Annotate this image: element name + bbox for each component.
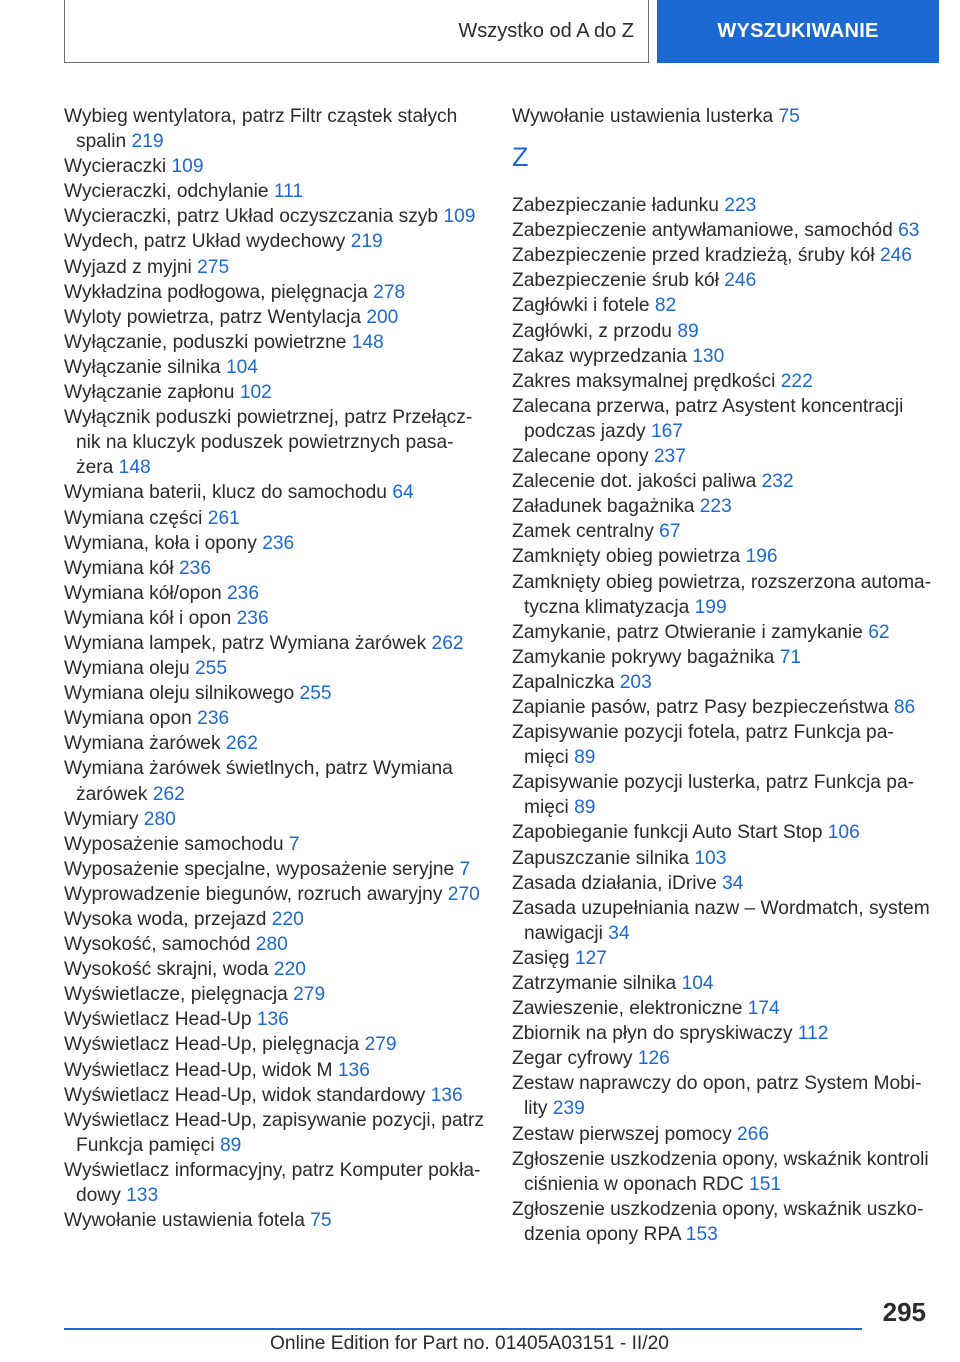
index-entry (512, 645, 932, 670)
page-link[interactable]: 62 (868, 621, 890, 643)
entry-text: Zegar cyfrowy (512, 1048, 633, 1070)
page-link[interactable]: 127 (574, 947, 607, 969)
index-entry (64, 681, 484, 706)
index-entry (512, 104, 932, 129)
entry-text: Wymiana kół/opon (64, 582, 222, 604)
index-entry (64, 882, 484, 907)
entry-text: Wymiana kół (64, 557, 174, 579)
entry-text: Wyświetlacz Head-Up, widok M (64, 1059, 333, 1081)
entry-text: Wymiana oleju silnikowego (64, 683, 295, 705)
page-link[interactable]: 275 (197, 256, 230, 278)
entry-text: Wyłączanie silnika (64, 356, 221, 378)
page-link[interactable]: 136 (337, 1059, 370, 1081)
index-entry (64, 957, 484, 982)
page-link[interactable]: 104 (225, 356, 258, 378)
page-link[interactable]: 266 (737, 1123, 770, 1145)
entry-text: Wyświetlacz informacyjny, patrz Komputer pokładowy (64, 1159, 481, 1207)
page-link[interactable]: 203 (619, 671, 652, 693)
entry-text: Zabezpieczanie ładunku (512, 195, 719, 217)
page-link[interactable]: 102 (239, 382, 272, 404)
entry-text: Zapisywanie pozycji lusterka, patrz Funkcja pamięci (512, 772, 915, 819)
entry-text: Wysokość, samochód (64, 934, 251, 956)
page-link[interactable]: 262 (225, 733, 258, 755)
page-link[interactable]: 278 (373, 281, 406, 303)
index-entry (512, 494, 932, 519)
page-link[interactable]: 148 (118, 457, 151, 479)
page-link[interactable]: 86 (893, 696, 916, 718)
entry-text: Zabezpieczenie antywłamaniowe, samochód (512, 220, 893, 242)
index-entry (512, 820, 932, 845)
entry-text: Wymiary (64, 808, 139, 830)
entry-text: Zapianie pasów, patrz Pasy bezpieczeństwa (512, 696, 889, 718)
page-link[interactable]: 262 (431, 632, 464, 654)
entry-text: Zasada uzupełniania nazw – Wordmatch, system nawigacji (512, 897, 930, 944)
index-entry (512, 369, 932, 394)
page-link[interactable]: 63 (898, 220, 920, 242)
tab-label: Wszystko od A do Z (458, 19, 634, 42)
index-list-z (512, 193, 932, 1247)
index-entry (64, 807, 484, 832)
entry-text: Zalecenie dot. jakości paliwa (512, 471, 757, 493)
entry-text: Zgłoszenie uszkodzenia opony, wskaźnik uszkodzenia opony RPA (512, 1198, 924, 1245)
index-entry (512, 243, 932, 268)
entry-text: Zestaw pierwszej pomocy (512, 1123, 732, 1145)
page-link[interactable]: 126 (637, 1048, 670, 1070)
page-link[interactable]: 34 (608, 922, 630, 944)
page-link[interactable]: 237 (653, 446, 686, 468)
tab-wszystko-od-a-do-z[interactable] (64, 0, 649, 63)
index-entry (64, 104, 484, 154)
page-link[interactable]: 151 (749, 1173, 782, 1195)
page-link[interactable]: 236 (236, 607, 269, 629)
index-entry (512, 570, 932, 620)
index-entry (64, 1158, 484, 1208)
footer-edition-text: Online Edition for Part no. 01405A03151 - II/20 (270, 1333, 669, 1354)
page-link[interactable]: 196 (745, 546, 778, 568)
page-link[interactable]: 262 (152, 783, 185, 805)
footer-divider (64, 1328, 862, 1330)
page-link[interactable]: 199 (694, 596, 727, 618)
page-link[interactable]: 280 (255, 934, 288, 956)
index-entry (64, 405, 484, 480)
index-entry (512, 946, 932, 971)
page-link[interactable]: 236 (197, 708, 230, 730)
page-link[interactable]: 104 (681, 973, 714, 994)
entry-text: Zestaw naprawczy do opon, patrz System Mobility (512, 1073, 922, 1120)
entry-text: Wyłączanie zapłonu (64, 382, 235, 404)
index-entry (512, 620, 932, 645)
page-link[interactable]: 223 (724, 195, 757, 217)
index-entry (64, 656, 484, 681)
page-link[interactable]: 232 (761, 471, 794, 493)
index-entry (64, 857, 484, 882)
entry-text: Zasada działania, iDrive (512, 872, 717, 894)
index-entry (64, 982, 484, 1007)
index-entry (512, 193, 932, 218)
entry-text: Zapuszczanie silnika (512, 847, 690, 869)
index-entry (64, 229, 484, 254)
entry-text: Zagłówki, z przodu (512, 320, 672, 342)
entry-text: Zapalniczka (512, 671, 615, 693)
page-link[interactable]: 103 (694, 847, 727, 869)
entry-text: Zawieszenie, elektroniczne (512, 998, 743, 1020)
index-column-right (512, 104, 932, 1247)
index-entry (512, 1071, 932, 1121)
index-entry (512, 469, 932, 494)
page-link[interactable]: 109 (443, 206, 476, 228)
entry-text: Wyłącznik poduszki powietrznej, patrz Przełącznik na kluczyk poduszek powietrznych pasażera (64, 407, 473, 479)
index-entry (512, 1021, 932, 1046)
index-entry (64, 380, 484, 405)
page-link[interactable]: 239 (552, 1098, 585, 1120)
index-entry (64, 731, 484, 756)
entry-text: Wymiana żarówek (64, 733, 221, 755)
index-entry (512, 720, 932, 770)
section-letter: Z (512, 142, 529, 173)
index-entry (64, 581, 484, 606)
page-link[interactable]: 67 (659, 521, 681, 543)
page-link[interactable]: 270 (447, 883, 480, 905)
entry-text: Wywołanie ustawienia lusterka (512, 106, 774, 127)
entry-text: Zakres maksymalnej prędkości (512, 370, 776, 392)
page-link[interactable]: 280 (143, 808, 176, 830)
entry-text: Wyprowadzenie biegunów, rozruch awaryjny (64, 883, 443, 905)
index-entry (512, 218, 932, 243)
page-link[interactable]: 136 (430, 1084, 463, 1106)
index-entry (512, 871, 932, 896)
index-entry (512, 268, 932, 293)
entry-text: Zapisywanie pozycji fotela, patrz Funkcja pamięci (512, 722, 894, 769)
entry-text: Wymiana baterii, klucz do samochodu (64, 482, 387, 504)
entry-text: Zbiornik na płyn do spryskiwaczy (512, 1023, 793, 1045)
index-entry (512, 1046, 932, 1071)
page-link[interactable]: 220 (273, 959, 306, 981)
entry-text: Wymiana, koła i opony (64, 532, 257, 554)
index-entry (512, 670, 932, 695)
index-entry (64, 280, 484, 305)
page-link[interactable]: 106 (827, 822, 860, 844)
page-link[interactable]: 75 (778, 106, 800, 127)
entry-text: Wybieg wentylatora, patrz Filtr cząstek stałych spalin (64, 106, 458, 153)
index-entry (64, 1058, 484, 1083)
entry-text: Zabezpieczenie śrub kół (512, 270, 719, 292)
entry-text: Wycieraczki, odchylanie (64, 181, 269, 203)
index-entry (64, 932, 484, 957)
entry-text: Zalecana przerwa, patrz Asystent koncentracji podczas jazdy (512, 395, 904, 442)
page-link[interactable]: 75 (310, 1210, 332, 1232)
entry-text: Wyloty powietrza, patrz Wentylacja (64, 306, 361, 328)
entry-text: Wycieraczki, patrz Układ oczyszczania szyb (64, 206, 439, 228)
index-entry (512, 971, 932, 996)
index-entry (64, 255, 484, 280)
page-link[interactable]: 236 (262, 532, 295, 554)
page-link[interactable]: 133 (126, 1185, 159, 1207)
index-entry (512, 1197, 932, 1247)
index-entry (64, 832, 484, 857)
page-link[interactable]: 64 (392, 482, 414, 504)
index-entry (64, 154, 484, 179)
page-link[interactable]: 174 (747, 998, 780, 1020)
index-entry (512, 770, 932, 820)
entry-text: Wyświetlacze, pielęgnacja (64, 984, 288, 1006)
entry-text: Zamek centralny (512, 521, 654, 543)
index-entry (64, 631, 484, 656)
entry-text: Wyposażenie specjalne, wyposażenie seryjne (64, 858, 455, 880)
index-entry (64, 355, 484, 380)
entry-text: Załadunek bagażnika (512, 496, 695, 518)
index-entry (64, 531, 484, 556)
entry-text: Wywołanie ustawienia fotela (64, 1210, 305, 1232)
search-label: WYSZUKIWANIE (717, 20, 879, 42)
index-entry (64, 179, 484, 204)
entry-text: Wymiana kół i opon (64, 607, 232, 629)
index-entry (512, 996, 932, 1021)
entry-text: Wyświetlacz Head-Up, pielęgnacja (64, 1034, 360, 1056)
index-entry (512, 1147, 932, 1197)
page-link[interactable]: 219 (350, 231, 383, 253)
index-column-left (64, 104, 484, 1233)
entry-text: Wysokość skrajni, woda (64, 959, 269, 981)
page-link[interactable]: 261 (207, 507, 240, 529)
entry-text: Wymiana lampek, patrz Wymiana żarówek (64, 632, 427, 654)
entry-text: Zapobieganie funkcji Auto Start Stop (512, 822, 823, 844)
index-entry (64, 480, 484, 505)
index-entry (512, 519, 932, 544)
entry-text: Zatrzymanie silnika (512, 973, 677, 994)
entry-text: Zagłówki i fotele (512, 295, 650, 317)
entry-text: Zamknięty obieg powietrza, rozszerzona automatyczna klimatyzacja (512, 571, 932, 618)
index-entry (64, 907, 484, 932)
index-entry (512, 344, 932, 369)
index-entry (64, 606, 484, 631)
page-link[interactable]: 82 (654, 295, 677, 317)
index-entry (64, 204, 484, 229)
entry-text: Wyświetlacz Head-Up, widok standardowy (64, 1084, 426, 1106)
entry-text: Zgłoszenie uszkodzenia opony, wskaźnik kontroli ciśnienia w oponach RDC (512, 1148, 929, 1195)
page-link[interactable]: 111 (273, 181, 304, 203)
entry-text: Wymiana oleju (64, 658, 190, 680)
index-entry (64, 556, 484, 581)
index-entry (64, 1083, 484, 1108)
index-entry (64, 756, 484, 806)
page-link[interactable]: 236 (227, 582, 260, 604)
page-link[interactable]: 153 (685, 1223, 718, 1245)
index-entry (512, 293, 932, 318)
entry-text: Zamykanie, patrz Otwieranie i zamykanie (512, 621, 863, 643)
page-link[interactable]: 89 (574, 797, 596, 819)
page-number: 295 (882, 1297, 926, 1327)
entry-text: Wymiana żarówek świetlnych, patrz Wymiana żarówek (64, 758, 453, 805)
page-link[interactable]: 236 (179, 557, 212, 579)
entry-text: Zalecane opony (512, 446, 649, 468)
entry-text: Zasięg (512, 947, 570, 969)
index-entry (512, 896, 932, 946)
page-link[interactable]: 255 (195, 658, 228, 680)
entry-text: Zakaz wyprzedzania (512, 345, 687, 367)
page-link[interactable]: 89 (677, 320, 699, 342)
page-link[interactable]: 279 (364, 1034, 397, 1056)
page-link[interactable]: 246 (879, 245, 912, 267)
page-link[interactable]: 109 (171, 156, 204, 178)
page-link[interactable]: 71 (779, 646, 802, 668)
entry-text: Zamykanie pokrywy bagażnika (512, 646, 775, 668)
page-link[interactable]: 7 (288, 833, 300, 855)
page-link[interactable]: 220 (271, 909, 304, 930)
entry-text: Wymiana opon (64, 708, 192, 730)
index-entry (512, 544, 932, 569)
index-entry (512, 846, 932, 871)
search-button[interactable] (657, 0, 939, 63)
index-entry (64, 305, 484, 330)
page-link[interactable]: 223 (699, 496, 732, 518)
index-entry (512, 394, 932, 444)
page-link[interactable]: 167 (650, 420, 683, 442)
index-entry (512, 319, 932, 344)
page-link[interactable]: 89 (219, 1134, 242, 1156)
page-link[interactable]: 222 (780, 370, 813, 392)
page-link[interactable]: 7 (459, 858, 471, 880)
page-link[interactable]: 200 (366, 306, 399, 328)
entry-text: Wyjazd z myjni (64, 256, 192, 278)
entry-text: Wycieraczki (64, 156, 167, 178)
index-entry (64, 1208, 484, 1233)
entry-text: Zabezpieczenie przed kradzieżą, śruby kół (512, 245, 875, 267)
entry-text: Wysoka woda, przejazd (64, 909, 267, 930)
entry-text: Wydech, patrz Układ wydechowy (64, 231, 346, 253)
entry-text: Wyświetlacz Head-Up, zapisywanie pozycji, patrz Funkcja pamięci (64, 1109, 484, 1156)
page-link[interactable]: 34 (722, 872, 744, 894)
page-link[interactable]: 89 (574, 747, 596, 769)
entry-text: Wykładzina podłogowa, pielęgnacja (64, 281, 368, 303)
index-entry (512, 444, 932, 469)
index-entry (64, 1032, 484, 1057)
entry-text: Wyposażenie samochodu (64, 833, 284, 855)
index-entry (64, 1007, 484, 1032)
index-entry (512, 695, 932, 720)
entry-text: Wymiana części (64, 507, 203, 529)
page-link[interactable]: 112 (797, 1023, 829, 1045)
index-entry (64, 706, 484, 731)
page-link[interactable]: 219 (131, 131, 164, 153)
page-link[interactable]: 148 (351, 331, 384, 353)
entry-text: Wyłączanie, poduszki powietrzne (64, 331, 347, 353)
index-entry (64, 330, 484, 355)
entry-text: Zamknięty obieg powietrza (512, 546, 741, 568)
index-entry (64, 1108, 484, 1158)
page-link[interactable]: 255 (299, 683, 332, 705)
index-entry (512, 1122, 932, 1147)
page-link[interactable]: 279 (293, 984, 326, 1006)
index-entry (64, 506, 484, 531)
page-link[interactable]: 130 (692, 345, 725, 367)
entry-text: Wyświetlacz Head-Up (64, 1009, 252, 1031)
page-link[interactable]: 136 (256, 1009, 289, 1031)
page-link[interactable]: 246 (724, 270, 757, 292)
